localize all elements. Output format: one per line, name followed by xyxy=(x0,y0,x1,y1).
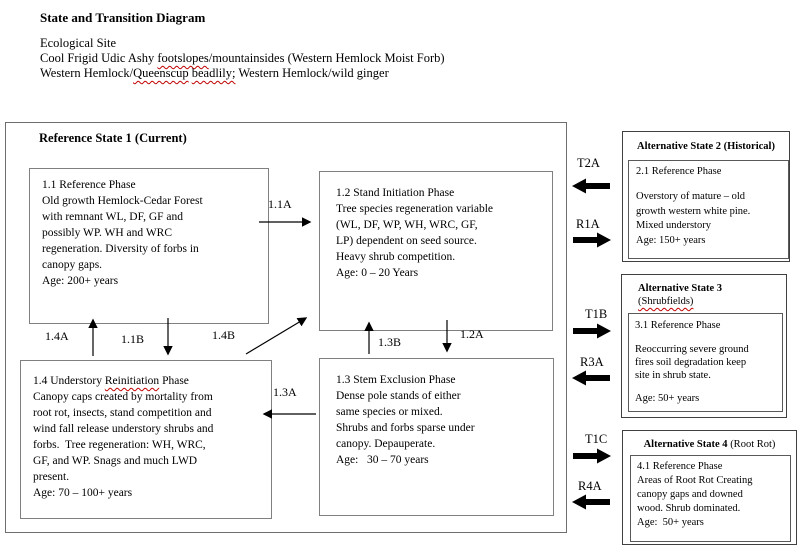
phase-text: Phase xyxy=(159,375,189,387)
title-normal: (Root Rot) xyxy=(727,439,776,450)
phase-1-1-line: Age: 200+ years xyxy=(42,275,119,287)
phase-3-1-line: fires soil degradation keep xyxy=(635,356,747,368)
phase-1-1-line: with remnant WL, DF, GF and xyxy=(42,211,184,223)
arrow-label-1-1B: 1.1B xyxy=(121,332,145,346)
phase-1-2-line: LP) dependent on seed source. xyxy=(336,235,477,247)
phase-box-1-3 xyxy=(319,358,554,516)
phase-1-3-line: same species or mixed. xyxy=(336,406,443,418)
phase-box-1-4 xyxy=(20,360,272,519)
phase-1-4-line: Age: 70 – 100+ years xyxy=(33,487,133,499)
phase-2-1-line xyxy=(636,180,786,191)
phase-4-1-line: canopy gaps and downed xyxy=(637,489,743,500)
reference-state-1-title: Reference State 1 (Current) xyxy=(39,131,187,145)
alternative-state-4-box xyxy=(622,430,797,545)
phase-2-1-line: Age: 150+ years xyxy=(636,234,706,246)
phase-3-1-line: 3.1 Reference Phase xyxy=(635,320,721,331)
phase-1-1-line: Old growth Hemlock-Cedar Forest xyxy=(42,195,203,207)
phase-1-4-line: GF, and WP. Snags and much LWD xyxy=(33,455,198,467)
phase-4-1-line: 4.1 Reference Phase xyxy=(637,461,723,472)
site-text: /mountainsides (Western Hemlock Moist Forb) xyxy=(208,51,445,65)
arrow-R1A-icon xyxy=(573,233,611,248)
phase-2-1-line: Overstory of mature – old xyxy=(636,191,746,202)
phase-3-1-line: Reoccurring severe ground xyxy=(635,343,749,355)
ecological-site-line-1 xyxy=(40,51,445,67)
ecological-site-label: Ecological Site xyxy=(40,36,117,50)
phase-1-3-line: 1.3 Stem Exclusion Phase xyxy=(336,374,456,386)
arrow-T1C-icon xyxy=(573,449,611,464)
phase-box-4-1 xyxy=(630,455,791,542)
arrow-label-T1C: T1C xyxy=(585,432,608,446)
phase-4-1-line: wood. Shrub dominated. xyxy=(637,503,741,514)
misspelled-word: (Shrubfields) xyxy=(638,296,694,307)
ecological-site-line-2 xyxy=(40,66,389,82)
phase-4-1-line: Areas of Root Rot Creating xyxy=(637,475,753,486)
phase-1-3-line: Dense pole stands of either xyxy=(336,390,461,402)
phase-1-2-line: Heavy shrub competition. xyxy=(336,251,456,263)
alternative-state-3-box xyxy=(621,274,787,418)
arrow-label-R3A: R3A xyxy=(580,355,604,369)
misspelled-word: Reinitiation xyxy=(104,375,160,387)
arrow-label-R1A: R1A xyxy=(576,217,600,231)
arrow-label-T2A: T2A xyxy=(577,156,600,170)
arrow-label-1-2A: 1.2A xyxy=(460,327,484,341)
alternative-state-3-title: Alternative State 3 xyxy=(638,283,722,294)
phase-1-1-line: 1.1 Reference Phase xyxy=(42,179,136,191)
arrow-label-1-3B: 1.3B xyxy=(378,335,402,349)
phase-box-1-1 xyxy=(29,168,269,324)
phase-1-2-line: (WL, DF, WP, WH, WRC, GF, xyxy=(336,219,478,231)
arrow-T1B-icon xyxy=(573,324,611,339)
arrow-R3A-icon xyxy=(572,371,610,386)
phase-1-4-line xyxy=(33,373,267,389)
site-text: Cool Frigid Udic Ashy xyxy=(40,51,158,65)
site-text: Western Hemlock/wild ginger xyxy=(235,66,389,80)
diagram-title: State and Transition Diagram xyxy=(40,10,206,25)
misspelled-word: beadlily; xyxy=(191,66,236,80)
phase-box-1-2 xyxy=(319,171,553,331)
phase-box-3-1 xyxy=(628,313,783,412)
phase-1-4-line: root rot, insects, stand competition and xyxy=(33,407,212,419)
title-bold: Alternative State 4 xyxy=(643,439,728,450)
phase-1-4-line: present. xyxy=(33,471,70,483)
arrow-label-T1B: T1B xyxy=(585,307,608,321)
phase-1-4-line: Canopy caps created by mortality from xyxy=(33,391,213,403)
phase-1-4-line: forbs. Tree regeneration: WH, WRC, xyxy=(33,439,206,451)
phase-1-1-line: regeneration. Diversity of forbs in xyxy=(42,243,199,255)
arrow-label-1-4A: 1.4A xyxy=(45,329,69,343)
arrow-label-1-4B: 1.4B xyxy=(212,328,236,342)
phase-2-1-line: 2.1 Reference Phase xyxy=(636,166,722,177)
phase-1-2-line: 1.2 Stand Initiation Phase xyxy=(336,187,455,199)
phase-1-3-line: Shrubs and forbs sparse under xyxy=(336,422,475,434)
arrow-label-R4A: R4A xyxy=(578,479,602,493)
arrow-label-1-1A: 1.1A xyxy=(268,197,292,211)
phase-3-1-line xyxy=(635,332,780,343)
phase-4-1-line: Age: 50+ years xyxy=(637,517,704,528)
phase-1-1-line: possibly WP. WH and WRC xyxy=(42,227,173,239)
phase-1-1-line: canopy gaps. xyxy=(42,259,103,271)
phase-1-4-line: wind fall release understory shrubs and xyxy=(33,423,214,435)
arrow-label-1-3A: 1.3A xyxy=(273,385,297,399)
phase-3-1-line xyxy=(635,382,780,393)
phase-1-2-line: Age: 0 – 20 Years xyxy=(336,267,419,279)
phase-1-3-line: Age: 30 – 70 years xyxy=(336,454,429,466)
alternative-state-2-title: Alternative State 2 (Historical) xyxy=(637,141,775,152)
phase-text: 1.4 Understory xyxy=(33,375,105,387)
phase-1-3-line: canopy. Depauperate. xyxy=(336,438,436,450)
alternative-state-4-title xyxy=(623,438,796,451)
alternative-state-2-box xyxy=(622,131,790,262)
misspelled-word: Queenscup xyxy=(133,66,189,80)
arrow-R4A-icon xyxy=(572,495,610,510)
site-text: Western Hemlock/ xyxy=(40,66,134,80)
phase-1-2-line: Tree species regeneration variable xyxy=(336,203,493,215)
phase-3-1-line: site in shrub state. xyxy=(635,369,711,381)
phase-2-1-line: growth western white pine. xyxy=(636,205,751,217)
phase-3-1-line: Age: 50+ years xyxy=(635,393,700,404)
arrow-T2A-icon xyxy=(572,179,610,194)
misspelled-word: footslopes xyxy=(157,51,209,65)
phase-2-1-line: Mixed understory xyxy=(636,220,711,231)
phase-box-2-1 xyxy=(628,160,789,259)
